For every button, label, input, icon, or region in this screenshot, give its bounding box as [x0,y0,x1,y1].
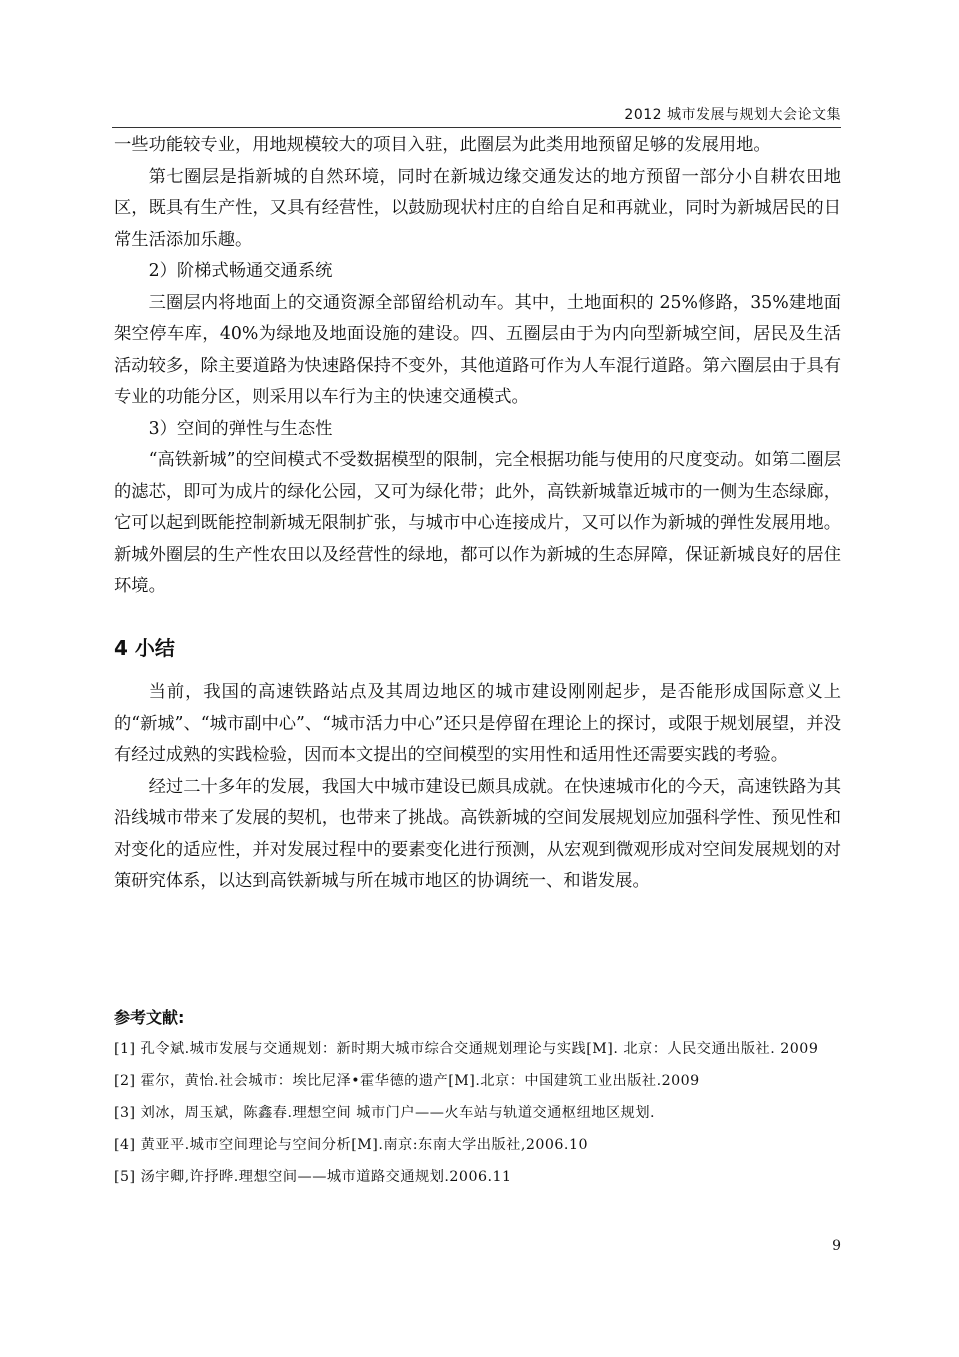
conclusion-text [114,677,841,898]
body-text [114,130,841,603]
paragraph-elasticity: “高铁新城”的空间模式不受数据模型的限制，完全根据功能与使用的尺度变动。如第二圈层的滤芯，即可为成片的绿化公园，又可为绿化带；此外，高铁新城靠近城市的一侧为生态绿廊，它可以起到既能控制新城无限制扩张，与城市中心连接成片，又可以作为新城的弹性发展用地。新城外圈层的生产性农田以及经营性的绿地，都可以作为新城的生态屏障，保证新城良好的居住环境。 [114,450,841,596]
running-header: 2012 城市发展与规划大会论文集 [624,107,841,123]
reference-item: [4] 黄亚平.城市空间理论与空间分析[M].南京:东南大学出版社,2006.10 [114,1137,588,1153]
paragraph-traffic: 三圈层内将地面上的交通资源全部留给机动车。其中，土地面积的 25%修路，35%建地面架空停车库，40%为绿地及地面设施的建设。四、五圈层由于为内向型新城空间，居民及生活活动较多，除主要道路为快速路保持不变外，其他道路可作为人车混行道路。第六圈层由于具有专业的功能分区，则采用以车行为主的快速交通模式。 [114,292,841,407]
paragraph-continued: 一些功能较专业，用地规模较大的项目入驻，此圈层为此类用地预留足够的发展用地。 [114,135,771,155]
references-title: 参考文献: [114,1008,185,1027]
page-number: 9 [832,1238,841,1254]
section-title-conclusion: 4 小结 [114,636,175,660]
header-divider [112,127,841,128]
reference-item: [3] 刘冰，周玉斌，陈鑫春.理想空间 城市门户——火车站与轨道交通枢纽地区规划. [114,1105,656,1121]
paragraph-seventh-ring: 第七圈层是指新城的自然环境，同时在新城边缘交通发达的地方预留一部分小自耕农田地区，既具有生产性，又具有经营性，以鼓励现状村庄的自给自足和再就业，同时为新城居民的日常生活添加乐趣。 [114,166,841,250]
paragraph-conclusion-2: 经过二十多年的发展，我国大中城市建设已颇具成就。在快速城市化的今天，高速铁路为其沿线城市带来了发展的契机，也带来了挑战。高铁新城的空间发展规划应加强科学性、预见性和对变化的适应性，并对发展过程中的要素变化进行预测，从宏观到微观形成对空间发展规划的对策研究体系，以达到高铁新城与所在城市地区的协调统一、和谐发展。 [114,776,841,891]
reference-item: [5] 汤宇卿,许抒晔.理想空间——城市道路交通规划.2006.11 [114,1169,512,1185]
subheading-elasticity: 3）空间的弹性与生态性 [148,418,333,439]
reference-item: [2] 霍尔，黄怡.社会城市：埃比尼泽•霍华德的遗产[M].北京：中国建筑工业出版社.2009 [114,1073,700,1089]
subheading-traffic-system: 2）阶梯式畅通交通系统 [148,261,333,281]
references-list [114,1034,841,1194]
paragraph-conclusion-1: 当前，我国的高速铁路站点及其周边地区的城市建设刚刚起步，是否能形成国际意义上的“新城”、“城市副中心”、“城市活力中心”还只是停留在理论上的探讨，或限于规划展望，并没有经过成熟的实践检验，因而本文提出的空间模型的实用性和适用性还需要实践的考验。 [114,682,841,765]
reference-item: [1] 孔令斌.城市发展与交通规划：新时期大城市综合交通规划理论与实践[M]. 北京：人民交通出版社. 2009 [114,1041,819,1057]
